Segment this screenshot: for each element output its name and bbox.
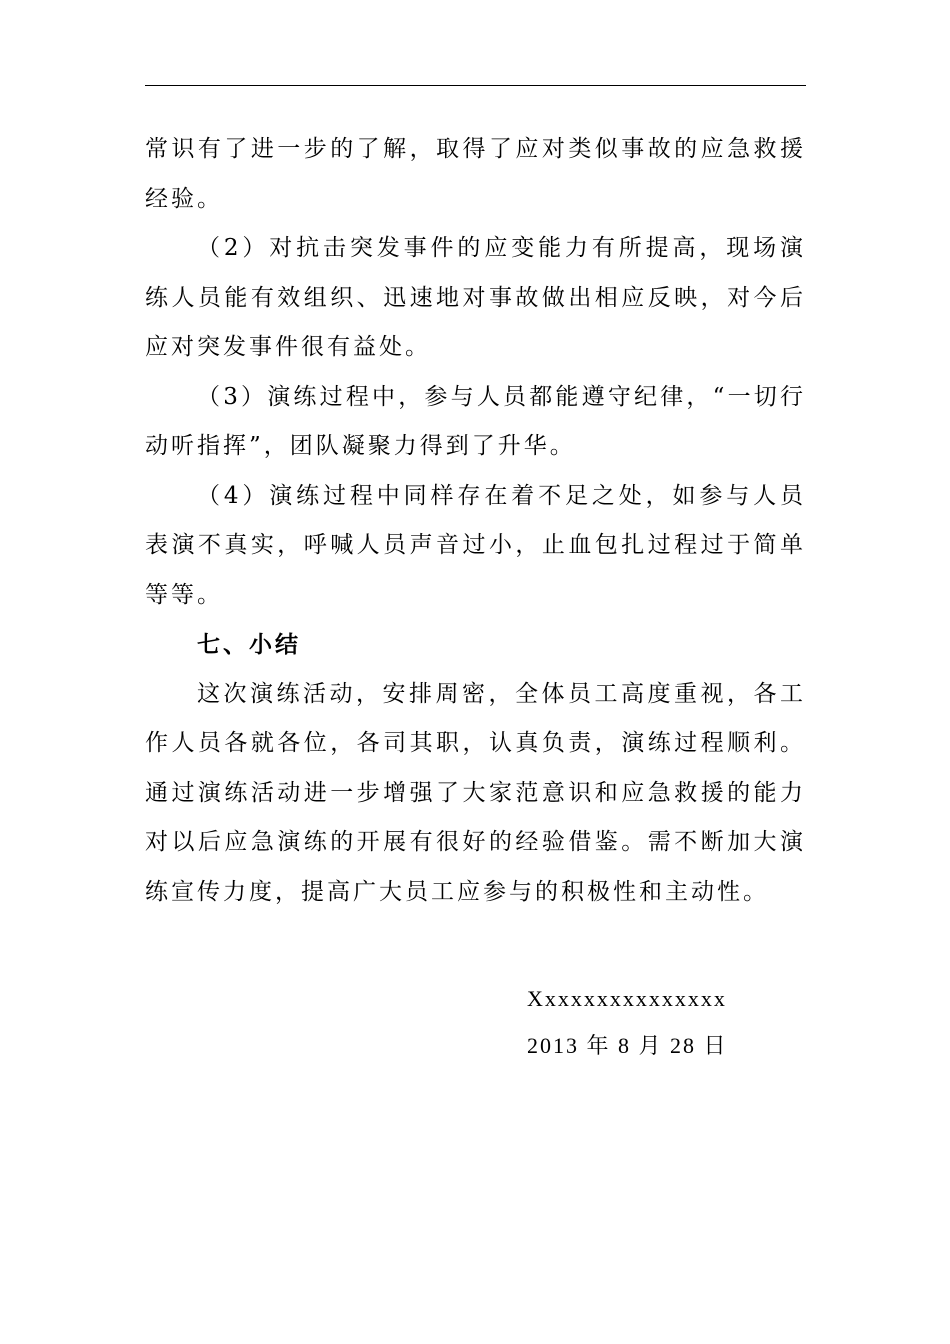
paragraph-point-4: （4）演练过程中同样存在着不足之处，如参与人员表演不真实，呼喊人员声音过小，止血包扎过程过于简单等等。 (145, 482, 806, 608)
signature-date: 2013 年 8 月 28 日 (527, 1033, 728, 1058)
document-body (145, 125, 806, 917)
summary-paragraph: 这次演练活动，安排周密，全体员工高度重视，各工作人员各就各位，各司其职，认真负责，演练过程顺利。通过演练活动进一步增强了大家范意识和应急救援的能力对以后应急演练的开展有很好的经验借鉴。需不断加大演练宣传力度，提高广大员工应参与的积极性和主动性。 (145, 680, 806, 905)
signature-name: Xxxxxxxxxxxxxxx (527, 986, 727, 1011)
section-heading: 七、小结 (197, 631, 301, 658)
paragraph-continuation: 常识有了进一步的了解，取得了应对类似事故的应急救援经验。 (145, 136, 806, 212)
paragraph-point-2: （2）对抗击突发事件的应变能力有所提高，现场演练人员能有效组织、迅速地对事故做出相应反映，对今后应对突发事件很有益处。 (145, 235, 806, 360)
header-rule (145, 85, 806, 86)
signature-block (527, 975, 787, 1069)
paragraph-point-3: （3）演练过程中，参与人员都能遵守纪律，“一切行动听指挥”，团队凝聚力得到了升华。 (145, 383, 806, 459)
